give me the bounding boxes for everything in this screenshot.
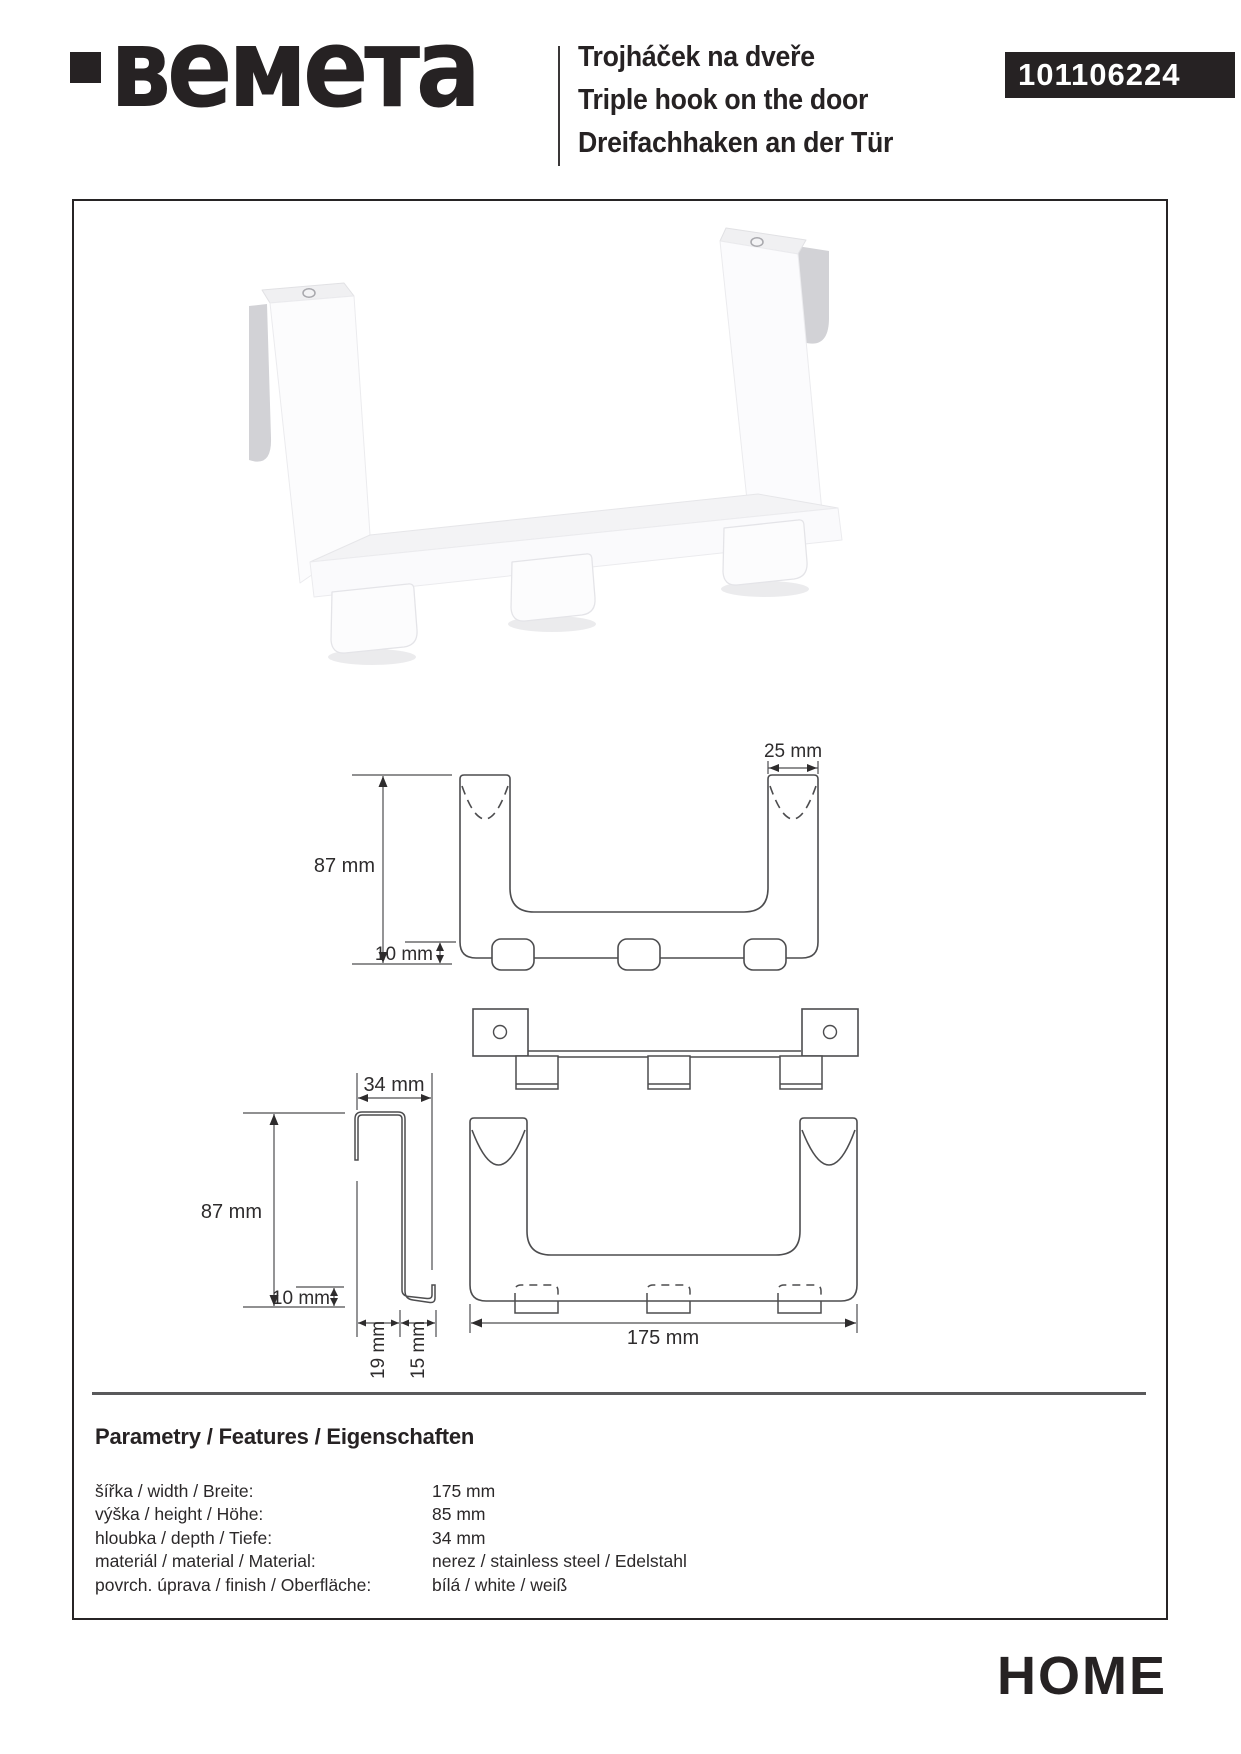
spec-table xyxy=(95,1480,995,1597)
left-flap-shadow xyxy=(249,304,271,462)
spec-label: povrch. úprava / finish / Oberfläche: xyxy=(95,1574,372,1595)
spec-value: 175 mm xyxy=(432,1481,496,1501)
side-view-drawing xyxy=(201,1073,436,1379)
dimension-label: 10 mm xyxy=(374,944,433,965)
parameters-heading: Parametry / Features / Eigenschaften xyxy=(95,1424,475,1449)
parameters-divider xyxy=(92,1392,1146,1395)
spec-row-finish xyxy=(95,1574,995,1597)
dimension-label: 25 mm xyxy=(763,741,823,762)
product-code-badge: 101106224 xyxy=(1005,52,1235,98)
dimension-label: 10 mm xyxy=(271,1288,330,1309)
left-post-front xyxy=(270,296,370,583)
dimension-label: 34 mm xyxy=(363,1074,425,1096)
product-title-cs: Trojháček na dveře xyxy=(578,41,815,73)
spec-label: šířka / width / Breite: xyxy=(95,1481,254,1501)
product-title-de: Dreifachhaken an der Tür xyxy=(578,127,894,159)
dimension-label: 175 mm xyxy=(626,1327,700,1349)
series-label: HOME xyxy=(997,1646,1167,1706)
back-view-drawing xyxy=(470,1118,857,1349)
hook-left xyxy=(331,584,417,653)
front-view-arrows xyxy=(379,764,818,964)
spec-label: materiál / material / Material: xyxy=(95,1551,316,1572)
product-title-en: Triple hook on the door xyxy=(578,84,869,116)
dimension-label: 87 mm xyxy=(200,1201,262,1223)
spec-label: hloubka / depth / Tiefe: xyxy=(95,1527,273,1548)
spec-value: 34 mm xyxy=(432,1527,486,1548)
front-view-drawing xyxy=(314,741,822,970)
screw-hole xyxy=(751,238,763,246)
dimension-label: 87 mm xyxy=(313,855,375,877)
spec-value: nerez / stainless steel / Edelstahl xyxy=(432,1551,687,1572)
spec-label: výška / height / Höhe: xyxy=(95,1504,264,1525)
spec-value: 85 mm xyxy=(432,1504,486,1525)
spec-row-depth xyxy=(95,1527,995,1550)
dimension-label: 15 mm xyxy=(408,1320,429,1379)
spec-row-material xyxy=(95,1550,995,1573)
screw-hole xyxy=(303,289,315,297)
dimension-label: 19 mm xyxy=(368,1320,389,1379)
technical-drawings xyxy=(201,741,858,1379)
front-view-dimensions xyxy=(352,761,818,964)
spec-row-height xyxy=(95,1503,995,1526)
spec-value: bílá / white / weiß xyxy=(432,1574,568,1595)
spec-row-width xyxy=(95,1480,995,1503)
hook-right xyxy=(723,520,807,585)
top-view-drawing xyxy=(473,1009,858,1089)
brand-logo: вемета xyxy=(110,4,477,132)
hook-middle xyxy=(511,554,595,621)
product-photo xyxy=(249,228,842,665)
